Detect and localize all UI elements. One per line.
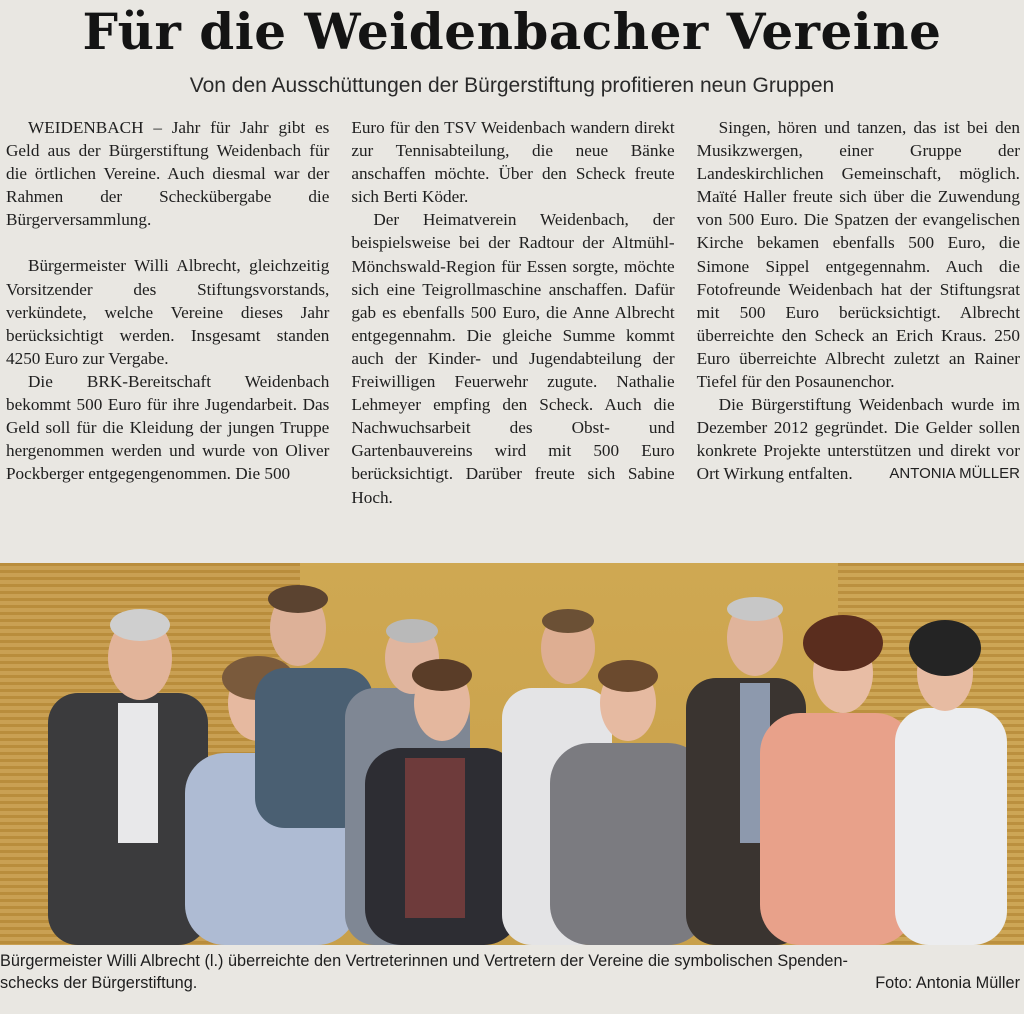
paragraph: Der Heimatverein Weidenbach, der beispielsweise bei der Radtour der Altmühl-Mönchswald-Region für Essen sorgte, möchte sich eine Teigrollmaschine anschaffen. Dafür gab es ebenfalls 500 Euro, die Anne Albrecht entgegennahm. Die gleiche Summe kommt auch der Kinder- und Jugendabteilung der Freiwilligen Feuerwehr zugute. Nathalie Lehmeyer empfing den Scheck. Auch die Nachwuchsarbeit des Obst- und Gartenbauvereins wird mit 500 Euro berücksichtigt. Darüber freute sich Sabine Hoch. (351, 210, 675, 507)
paragraph: WEIDENBACH – Jahr für Jahr gibt es Geld aus der Bürgerstiftung Weidenbach für die örtlichen Vereine. Auch diesmal war der Rahmen der Scheckübergabe die Bürgerversammlung. (6, 118, 330, 230)
article-subheadline: Von den Ausschüttungen der Bürgerstiftung profitieren neun Gruppen (189, 74, 835, 97)
caption-line-1: Bürgermeister Willi Albrecht (l.) überreichte den Vertreterinnen und Vertretern der Vereine die symbolischen Spenden- (0, 952, 848, 970)
column-3 (697, 116, 1020, 552)
people-illustration (0, 563, 1024, 945)
article-headline: Für die Weidenbacher Vereine (82, 2, 942, 61)
author-byline: ANTONIA MÜLLER (889, 465, 1020, 483)
column-1 (6, 116, 329, 552)
person (760, 615, 915, 945)
paragraph: Singen, hören und tanzen, das ist bei den Musikzwergen, einer Gruppe der Landeskirchlichen Gemeinschaft, möglich. Maïté Haller freute sich über die Zuwendung von 500 Euro. Die Spatzen der evangelischen Kirche bekamen ebenfalls 500 Euro, die Simone Sippel entgegennahm. Auch die Fotofreunde Weidenbach hat der Stiftungsrat mit 500 Euro berücksichtigt. Albrecht überreichte den Scheck an Erich Kraus. 250 Euro überreichte Albrecht zuletzt an Rainer Tiefel für den Posaunenchor. (696, 118, 1020, 392)
paragraph-text: Die Bürgerstiftung Weidenbach wurde im Dezember 2012 gegründet. Die Gelder sollen konkrete Projekte unterstützen und direkt vor Ort Wirkung entfalten. (696, 395, 1020, 484)
photo-caption (0, 950, 1024, 994)
paragraph: Bürgermeister Willi Albrecht, gleichzeitig Vorsitzender des Stiftungsvorstands, verkündete, welche Vereine dieses Jahr berücksichtigt werden. Insgesamt standen 4250 Euro zur Vergabe. (6, 256, 330, 368)
person (48, 609, 208, 945)
group-photo (0, 563, 1024, 945)
paragraph: Die BRK-Bereitschaft Weidenbach bekommt 500 Euro für ihre Jugendarbeit. Das Geld soll für die Kleidung der jungen Truppe hergenommen werden und wurde von Oliver Pockberger entgegengenommen. Die 500 (6, 371, 330, 484)
caption-line-2 (0, 972, 1024, 994)
paragraph: Euro für den TSV Weidenbach wandern direkt zur Tennisabteilung, die neue Bänke anschaffen möchte. Über den Scheck freute sich Berti Köder. (351, 118, 675, 207)
article-body (6, 116, 1020, 552)
person (895, 620, 1007, 945)
paragraph (697, 393, 1020, 485)
photo-credit: Foto: Antonia Müller (875, 974, 1020, 992)
caption-text: schecks der Bürgerstiftung. (0, 974, 198, 992)
column-2 (351, 116, 674, 552)
